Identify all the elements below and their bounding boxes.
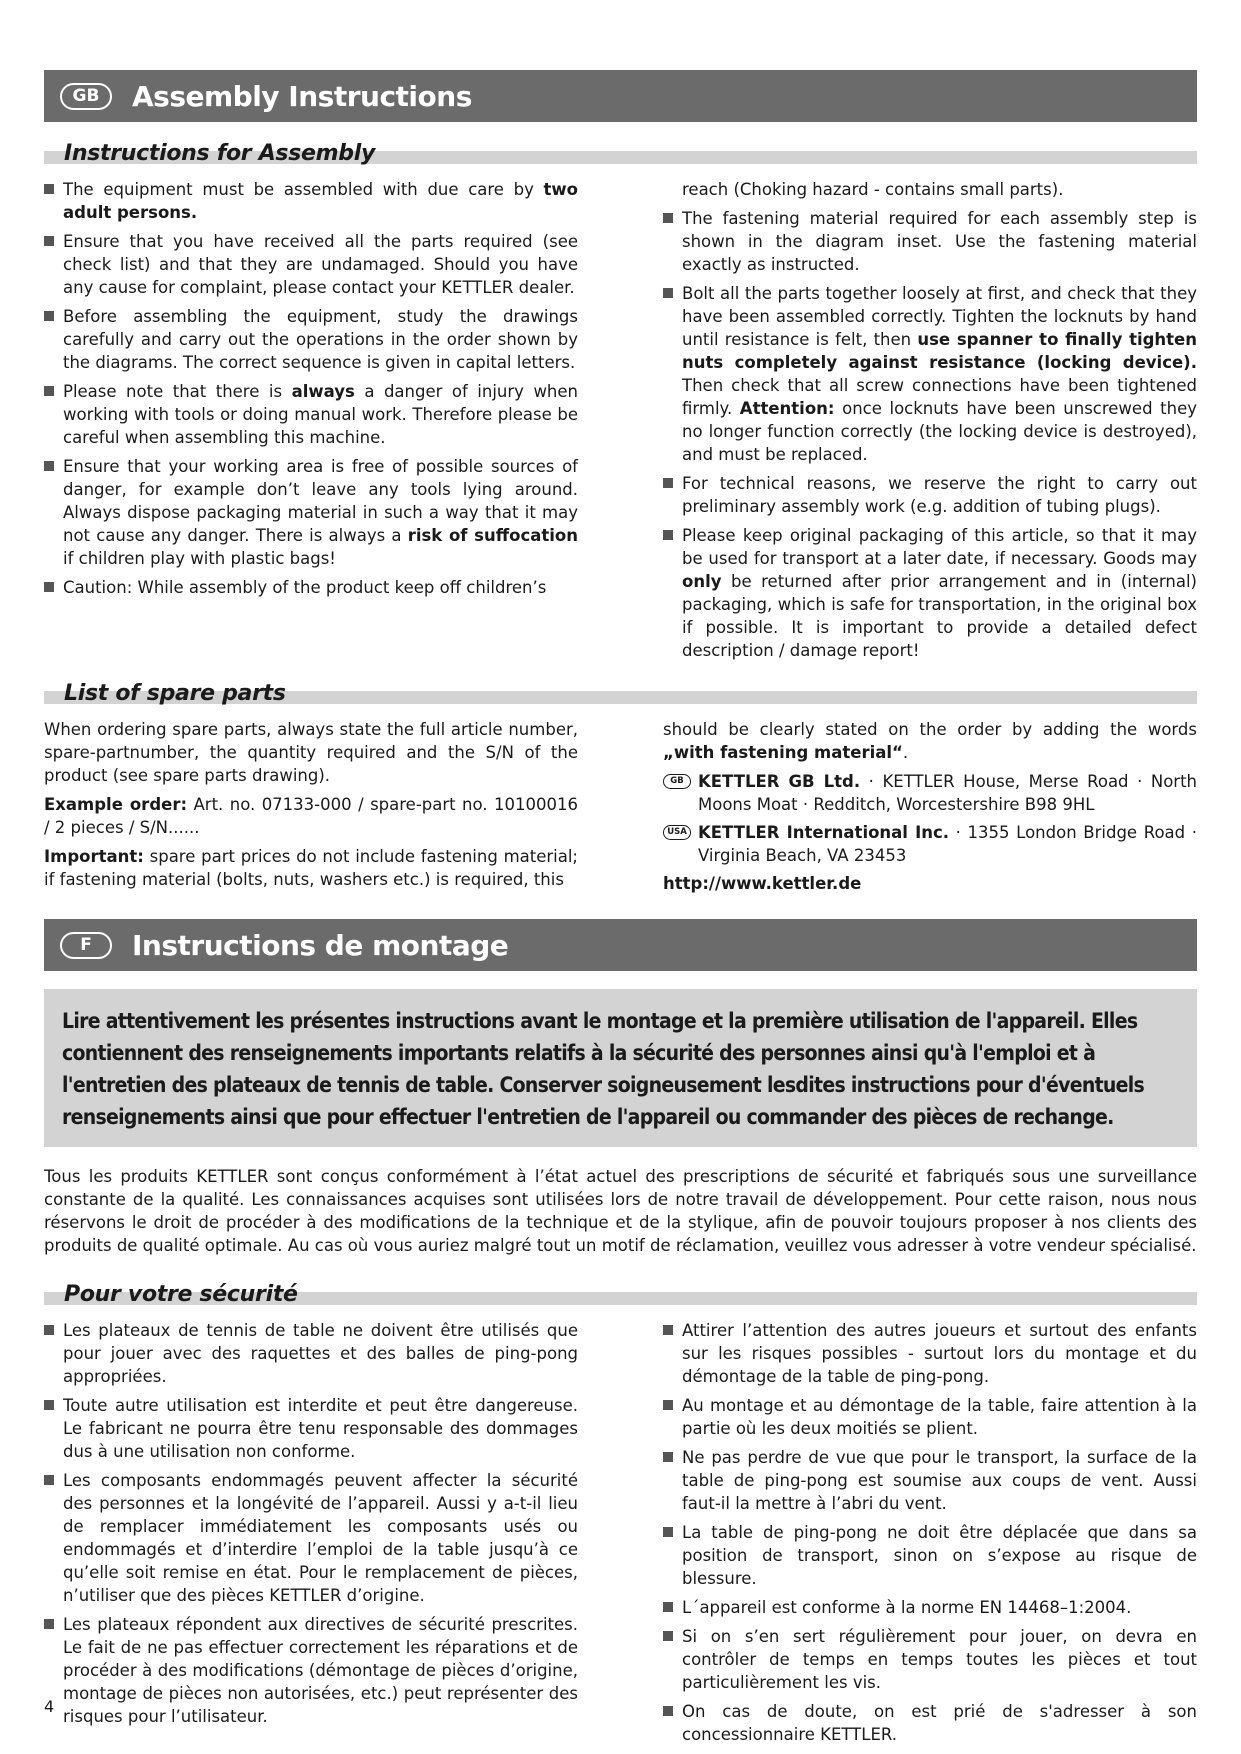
text-run: be returned after prior arrangement and in (internal) packaging, which is safe for transportation, in the original box if possible. It is important to provide a detailed defect description / damage report! [682, 572, 1197, 660]
assembly-subheading [44, 138, 1197, 166]
text-run: · KETTLER House, Merse Road · North Moons Moat · Redditch, Worcestershire B98 9HL [698, 772, 1198, 814]
text-run: Les composants endommagés peuvent affecter la sécurité des personnes et la longévité de l’appareil. Aussi y a-t-il lieu de remplacer immédiatement les composants usés ou endommagés et d’interdire l’emploi de la table jusqu’à ce qu’elle soit remise en état. Pour le remplacement de pièces, n’utiliser que des pièces KETTLER d’origine. [63, 1471, 578, 1605]
list-item [663, 1625, 1197, 1694]
list-item [663, 1319, 1197, 1388]
text-run: L´appareil est conforme à la norme EN 14468–1:2004. [682, 1598, 1132, 1617]
paragraph [44, 845, 578, 891]
emphasis-text: Attention: [739, 399, 835, 418]
kettler-url-link[interactable]: http://www.kettler.de [663, 874, 862, 893]
list-item [44, 1613, 578, 1728]
text-run: Please keep original packaging of this article, so that it may be used for transport at a later date, if necessary. Goods may [682, 526, 1197, 568]
text-run: · 1355 London Bridge Road · Virginia Beach, VA 23453 [698, 823, 1197, 865]
list-item [44, 576, 578, 599]
bullet-square-icon [663, 1325, 673, 1335]
address-list [663, 770, 1197, 867]
bullet-square-icon [663, 213, 673, 223]
address-entry [663, 770, 1197, 816]
bullet-square-icon [663, 530, 673, 540]
bullet-square-icon [44, 386, 54, 396]
gb-section-title: Assembly Instructions [132, 79, 472, 113]
paragraph [44, 793, 578, 839]
list-item [663, 207, 1197, 276]
text-run: La table de ping-pong ne doit être déplacée que dans sa position de transport, sinon on s’expose au risque de blessure. [682, 1523, 1197, 1588]
list-item [663, 1521, 1197, 1590]
bullet-square-icon [663, 1400, 673, 1410]
text-run: On cas de doute, on est prié de s'adresser à son concessionnaire KETTLER. [682, 1702, 1197, 1744]
safety-columns [44, 1319, 1197, 1752]
text-run: Caution: While assembly of the product keep off children’s [63, 578, 547, 597]
text-run: Les plateaux répondent aux directives de sécurité prescrites. Le fait de ne pas effectuer correctement les réparations et de procéder à des modifications (démontage de pièces d’origine, montage de pièces non autorisées, etc.) peut représenter des risques pour l’utilisateur. [63, 1615, 578, 1726]
bullet-square-icon [663, 478, 673, 488]
bullet-square-icon [44, 1475, 54, 1485]
text-run: The fastening material required for each assembly step is shown in the diagram inset. Use the fastening material exactly as instructed. [682, 209, 1197, 274]
text-run: . [902, 743, 909, 762]
text-run: Ensure that you have received all the parts required (see check list) and that they are undamaged. Should you have any cause for complaint, please contact your KETTLER dealer. [63, 232, 578, 297]
list-item [44, 455, 578, 570]
bullet-square-icon [663, 288, 673, 298]
safety-left-column [44, 1319, 578, 1752]
paragraph [44, 718, 578, 787]
list-item [663, 1700, 1197, 1746]
assembly-right-column [663, 178, 1197, 668]
text-run: Les plateaux de tennis de table ne doivent être utilisés que pour jouer avec des raquettes et des balles de ping-pong appropriées. [63, 1321, 578, 1386]
bullet-square-icon [663, 1706, 673, 1716]
safety-right-list [663, 1319, 1197, 1746]
spares-left-column [44, 718, 578, 901]
text-run: Then check that all screw connections have been tightened firmly. [682, 376, 1197, 418]
list-item [44, 1319, 578, 1388]
safety-subheading [44, 1279, 1197, 1307]
text-run: should be clearly stated on the order by adding the words [663, 720, 1197, 739]
list-item [44, 178, 578, 224]
text-run: a danger of injury when working with tools or doing manual work. Therefore please be careful when assembling this machine. [63, 382, 579, 447]
text-run: Before assembling the equipment, study the drawings carefully and carry out the operations in the order shown by the diagrams. The correct sequence is given in capital letters. [63, 307, 578, 372]
assembly-left-column [44, 178, 578, 668]
safety-right-column [663, 1319, 1197, 1752]
page-number: 4 [44, 1697, 55, 1716]
emphasis-text: two adult persons. [63, 180, 578, 222]
list-item [663, 472, 1197, 518]
list-item [44, 380, 578, 449]
list-item [663, 1596, 1197, 1619]
text-run: For technical reasons, we reserve the right to carry out preliminary assembly work (e.g. addition of tubing plugs). [682, 474, 1197, 516]
bullet-square-icon [663, 1527, 673, 1537]
list-item [44, 230, 578, 299]
country-badge-icon: GB [663, 774, 691, 789]
text-run: Attirer l’attention des autres joueurs et surtout des enfants sur les risques possibles - surtout lors du montage et du démontage de la table de ping-pong. [682, 1321, 1197, 1386]
emphasis-text: Important: [44, 847, 144, 866]
emphasis-text: „with fastening material“ [663, 743, 903, 762]
text-run: Ensure that your working area is free of possible sources of danger, for example don’t leave any tools lying around. Always dispose packaging material in such a way that it may not cause any danger. There is always a [63, 457, 578, 545]
text-run: Si on s’en sert régulièrement pour jouer, on devra en contrôler de temps en temps toutes les pièces et tout particulièrement les vis. [682, 1627, 1197, 1692]
list-item [44, 1394, 578, 1463]
spares-columns [44, 718, 1197, 901]
bullet-square-icon [663, 1602, 673, 1612]
text-run: Bolt all the parts together loosely at first, and check that they have been assembled correctly. Tighten the locknuts by hand until resistance is felt, then [682, 284, 1197, 349]
emphasis-text: risk of suffocation [407, 526, 578, 545]
address-entry [663, 821, 1197, 867]
text-run: When ordering spare parts, always state the full article number, spare-partnumber, the quantity required and the S/N of the product (see spare parts drawing). [44, 720, 578, 785]
bullet-square-icon [663, 1452, 673, 1462]
bullet-square-icon [44, 582, 54, 592]
emphasis-text: use spanner to finally tighten nuts completely against resistance (locking device). [682, 330, 1197, 372]
spares-right-column [663, 718, 1197, 901]
assembly-columns [44, 178, 1197, 668]
bullet-square-icon [663, 1631, 673, 1641]
text-run: spare part prices do not include fastening material; if fastening material (bolts, nuts, washers etc.) is required, this [44, 847, 578, 889]
read-instructions-warning: Lire attentivement les présentes instructions avant le montage et la première utilisation de l'appareil. Elles contiennent des renseignements importants relatifs à la sécurité des personnes ainsi qu'à l'emploi et à l'entretien des plateaux de tennis de table. Conserver soigneusement lesdites instructions pour d'éventuels renseignements ainsi que pour effectuer l'entretien de l'appareil ou commander des pièces de rechange. [44, 989, 1197, 1147]
emphasis-text: KETTLER International Inc. [698, 823, 950, 842]
list-item [44, 1469, 578, 1607]
bullet-square-icon [44, 1325, 54, 1335]
assembly-heading: Instructions for Assembly [64, 141, 375, 166]
assembly-right-list [663, 178, 1197, 201]
assembly-right-bullets [663, 207, 1197, 662]
safety-heading: Pour votre sécurité [64, 1282, 298, 1307]
assembly-left-list [44, 178, 578, 599]
bullet-square-icon [44, 236, 54, 246]
list-item [44, 305, 578, 374]
text-run: Toute autre utilisation est interdite et peut être dangereuse. Le fabricant ne pourra être tenu responsable des dommages dus à une utilisation non conforme. [63, 1396, 578, 1461]
list-item [663, 1394, 1197, 1440]
list-item [663, 524, 1197, 662]
bullet-square-icon [44, 461, 54, 471]
text-run: if children play with plastic bags! [63, 549, 336, 568]
emphasis-text: Example order: [44, 795, 188, 814]
list-item [663, 1446, 1197, 1515]
text-run: once locknuts have been unscrewed they no longer function correctly (the locking device is destroyed), and must be replaced. [682, 399, 1197, 464]
list-item-continuation: reach (Choking hazard - contains small parts). [682, 180, 1064, 199]
text-run: The equipment must be assembled with due care by [63, 180, 544, 199]
spares-subheading [44, 678, 1197, 706]
spares-heading: List of spare parts [64, 681, 286, 706]
gb-language-badge: GB [60, 83, 112, 110]
bullet-square-icon [44, 184, 54, 194]
bullet-square-icon [44, 1619, 54, 1629]
manual-page [44, 70, 1197, 1752]
f-section-header [44, 919, 1197, 971]
bullet-square-icon [44, 311, 54, 321]
country-badge-icon: USA [663, 825, 691, 840]
f-language-badge: F [60, 932, 112, 959]
spares-fastening-note [663, 718, 1197, 764]
text-run: Ne pas perdre de vue que pour le transport, la surface de la table de ping-pong est soumise aux coups de vent. Aussi faut-il la mettre à l’abri du vent. [682, 1448, 1197, 1513]
text-run: Au montage et au démontage de la table, faire attention à la partie où les deux moitiés se plient. [682, 1396, 1197, 1438]
f-section-title: Instructions de montage [132, 928, 509, 962]
safety-left-list [44, 1319, 578, 1728]
list-item [663, 282, 1197, 466]
bullet-square-icon [44, 1400, 54, 1410]
text-run: Art. no. 07133-000 / spare-part no. 10100016 / 2 pieces / S/N...... [44, 795, 578, 837]
gb-section-header [44, 70, 1197, 122]
emphasis-text: only [682, 572, 722, 591]
kettler-quality-intro: Tous les produits KETTLER sont conçus conformément à l’état actuel des prescriptions de sécurité et fabriqués sous une surveillance constante de la qualité. Les connaissances acquises sont utilisées lors de notre travail de développement. Pour cette raison, nous nous réservons le droit de procéder à des modifications de la technique et de la stylique, afin de pouvoir toujours proposer à nos clients des produits de qualité optimale. Au cas où vous auriez malgré tout un motif de réclamation, veuillez vous adresser à votre vendeur spécialisé. [44, 1167, 1197, 1255]
emphasis-text: always [291, 382, 355, 401]
text-run: Please note that there is [63, 382, 292, 401]
emphasis-text: KETTLER GB Ltd. [698, 772, 861, 791]
